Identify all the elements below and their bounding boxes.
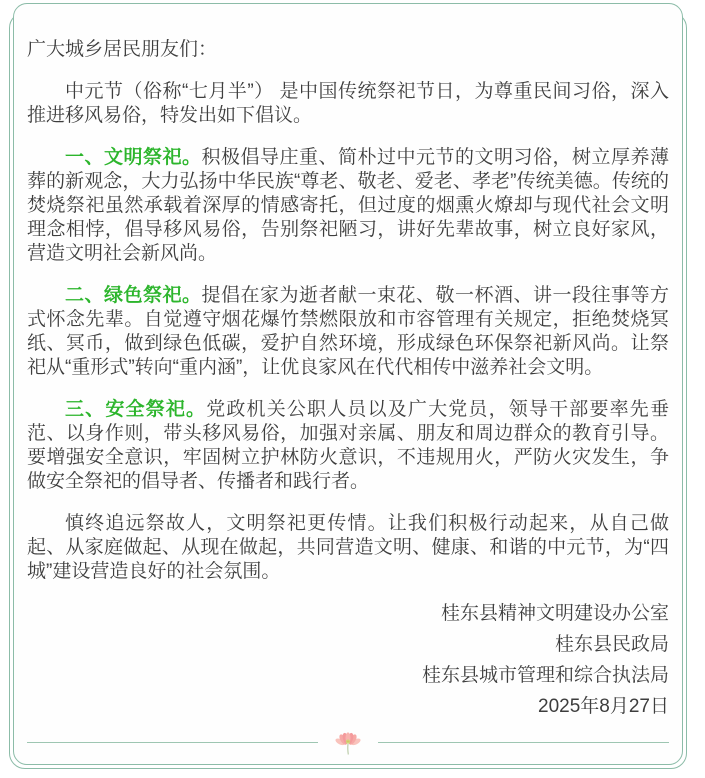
section-safe-worship (27, 398, 669, 494)
intro-paragraph: 中元节（俗称“七月半”） 是中国传统祭祀节日，为尊重民间习俗，深入推进移风易俗，特发出如下倡议。 (27, 81, 669, 126)
signature-date: 2025年8月27日 (538, 696, 669, 717)
section-heading-1: 一、文明祭祀。 (65, 147, 202, 168)
divider-line-right (378, 742, 669, 743)
signature-org-3: 桂东县城市管理和综合执法局 (421, 665, 669, 686)
section-body-1: 积极倡导庄重、简朴过中元节的文明习俗，树立厚养薄葬的新观念，大力弘扬中华民族“尊老、敬老、爱老、孝老”传统美德。传统的焚烧祭祀虽然承载着深厚的情感寄托，但过度的烟熏火燎却与现代社会文明理念相悖，倡导移风易俗，告别祭祀陋习，讲好先辈故事，树立良好家风，营造文明社会新风尚。 (27, 147, 669, 264)
signature-org-2: 桂东县民政局 (554, 634, 669, 655)
signature-org-1: 桂东县精神文明建设办公室 (440, 603, 669, 624)
lotus-icon (333, 727, 363, 757)
greeting: 广大城乡居民朋友们： (27, 39, 218, 60)
signature-block (27, 602, 669, 719)
proposal-card (13, 3, 683, 765)
section-civilized-worship (27, 146, 669, 266)
divider-line-left (27, 742, 318, 743)
section-green-worship (27, 284, 669, 380)
section-body-3: 党政机关公职人员以及广大党员，领导干部要率先垂范、以身作则，带头移风易俗，加强对亲属、朋友和周边群众的教育引导。要增强安全意识，牢固树立护林防火意识，不违规用火，严防火灾发生，争做安全祭祀的倡导者、传播者和践行者。 (27, 399, 669, 492)
footer-divider (27, 727, 669, 757)
section-body-2: 提倡在家为逝者献一束花、敬一杯酒、讲一段往事等方式怀念先辈。自觉遵守烟花爆竹禁燃限放和市容管理有关规定，拒绝焚烧冥纸、冥币，做到绿色低碳，爱护自然环境，形成绿色环保祭祀新风尚。让祭祀从“重形式”转向“重内涵”，让优良家风在代代相传中滋养社会文明。 (27, 285, 669, 378)
closing-paragraph: 慎终追远祭故人，文明祭祀更传情。让我们积极行动起来，从自己做起、从家庭做起、从现在做起，共同营造文明、健康、和谐的中元节，为“四城”建设营造良好的社会氛围。 (27, 513, 669, 582)
section-heading-3: 三、安全祭祀。 (65, 399, 207, 420)
section-heading-2: 二、绿色祭祀。 (65, 285, 202, 306)
